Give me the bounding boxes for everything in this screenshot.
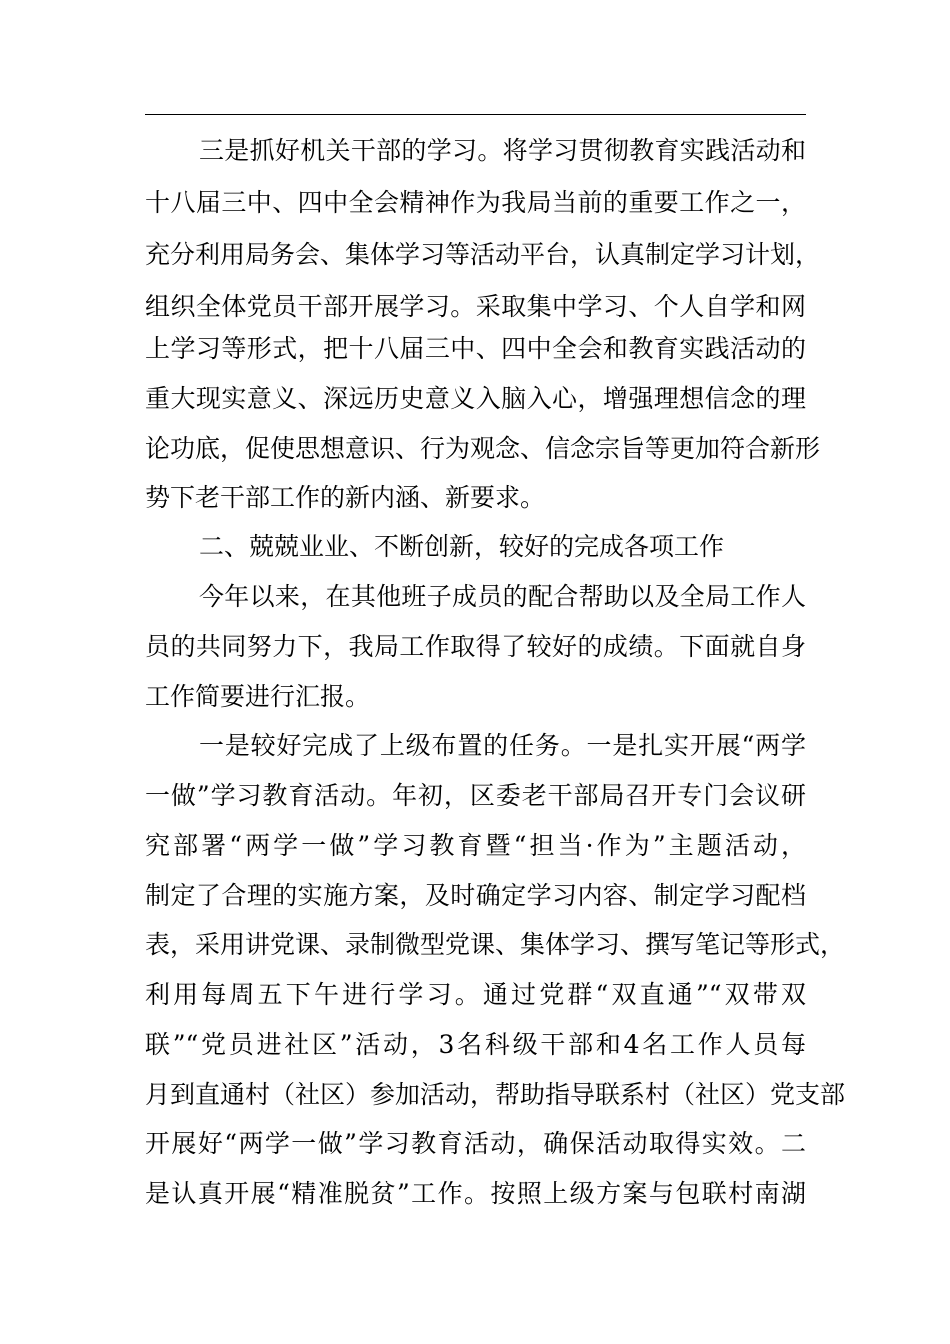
paragraph-line: 势下老干部工作的新内涵、新要求。 bbox=[145, 483, 546, 512]
paragraph-line: 一做”学习教育活动。年初，区委老干部局召开专门会议研 bbox=[145, 781, 806, 810]
paragraph-line: 是认真开展“精准脱贫”工作。按照上级方案与包联村南湖 bbox=[145, 1179, 806, 1208]
paragraph-line: 表，采用讲党课、录制微型党课、集体学习、撰写笔记等形式， bbox=[145, 930, 846, 959]
paragraph-line: 三是抓好机关干部的学习。将学习贯彻教育实践活动和 bbox=[199, 136, 806, 165]
paragraph-line: 究部署“两学一做”学习教育暨“担当·作为”主题活动， bbox=[145, 831, 806, 860]
paragraph-line: 工作简要进行汇报。 bbox=[145, 682, 371, 711]
paragraph-line: 员的共同努力下，我局工作取得了较好的成绩。下面就自身 bbox=[145, 632, 806, 661]
paragraph-line: 今年以来，在其他班子成员的配合帮助以及全局工作人 bbox=[199, 582, 806, 611]
paragraph-line: 上学习等形式，把十八届三中、四中全会和教育实践活动的 bbox=[145, 334, 806, 363]
paragraph-line: 重大现实意义、深远历史意义入脑入心，增强理想信念的理 bbox=[145, 384, 806, 413]
paragraph-line: 充分利用局务会、集体学习等活动平台，认真制定学习计划， bbox=[145, 240, 821, 269]
section-heading: 二、兢兢业业、不断创新，较好的完成各项工作 bbox=[199, 532, 725, 561]
paragraph-line: 组织全体党员干部开展学习。采取集中学习、个人自学和网 bbox=[145, 292, 806, 321]
paragraph-line: 联”“党员进社区”活动，3名科级干部和4名工作人员每 bbox=[145, 1030, 806, 1059]
paragraph-line: 一是较好完成了上级布置的任务。一是扎实开展“两学 bbox=[199, 731, 806, 760]
paragraph-line: 十八届三中、四中全会精神作为我局当前的重要工作之一， bbox=[145, 188, 806, 217]
header-rule bbox=[145, 114, 806, 115]
paragraph-line: 利用每周五下午进行学习。通过党群“双直通”“双带双 bbox=[145, 980, 806, 1009]
paragraph-line: 论功底，促使思想意识、行为观念、信念宗旨等更加符合新形 bbox=[145, 434, 821, 463]
paragraph-line: 月到直通村（社区）参加活动，帮助指导联系村（社区）党支部 bbox=[145, 1080, 846, 1109]
paragraph-line: 开展好“两学一做”学习教育活动，确保活动取得实效。二 bbox=[145, 1129, 806, 1158]
paragraph-line: 制定了合理的实施方案，及时确定学习内容、制定学习配档 bbox=[145, 881, 806, 910]
